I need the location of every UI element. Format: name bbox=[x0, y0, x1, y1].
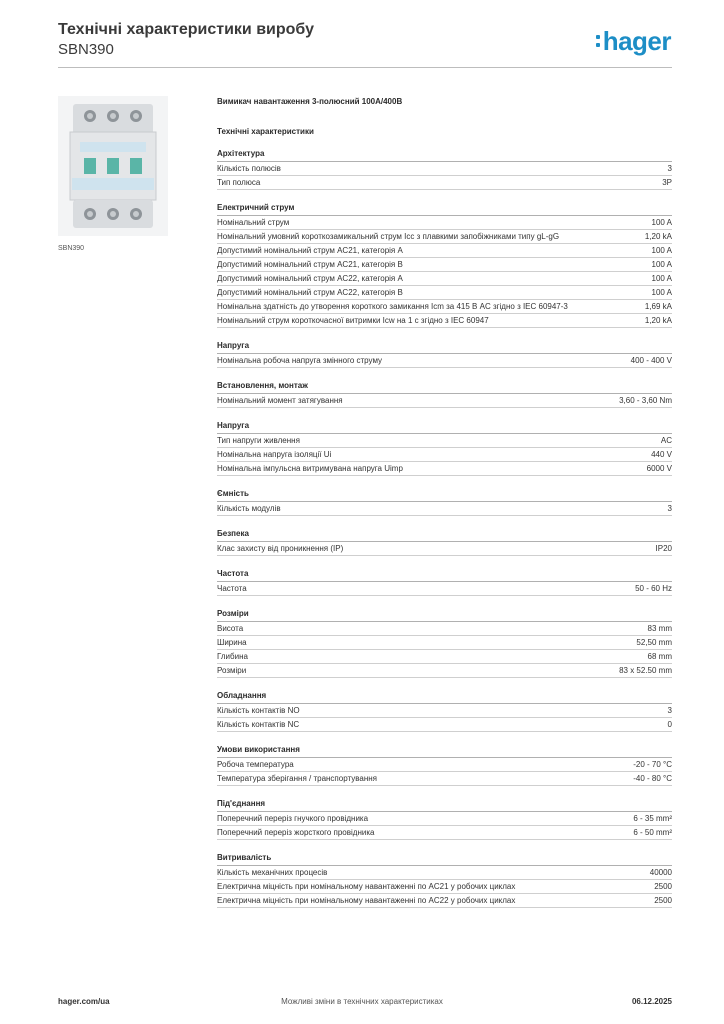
spec-label: Номінальна напруга ізоляції Ui bbox=[217, 450, 332, 459]
spec-value: 2500 bbox=[654, 882, 672, 891]
spec-label: Кількість контактів NO bbox=[217, 706, 300, 715]
spec-row bbox=[217, 230, 672, 244]
footer-date: 06.12.2025 bbox=[631, 997, 672, 1006]
switch-disconnector-icon bbox=[58, 96, 168, 236]
spec-row bbox=[217, 542, 672, 556]
spec-value: 100 A bbox=[651, 288, 672, 297]
spec-group-title: Електричний струм bbox=[217, 202, 672, 216]
spec-value: -20 - 70 °C bbox=[633, 760, 672, 769]
spec-group bbox=[217, 608, 672, 678]
spec-row bbox=[217, 622, 672, 636]
spec-row bbox=[217, 704, 672, 718]
spec-label: Тип напруги живлення bbox=[217, 436, 300, 445]
spec-group bbox=[217, 852, 672, 908]
spec-value: 6 - 35 mm² bbox=[633, 814, 672, 823]
spec-label: Допустимий номінальний струм AC22, категорія A bbox=[217, 274, 403, 283]
spec-value: IP20 bbox=[655, 544, 672, 553]
spec-label: Кількість полюсів bbox=[217, 164, 281, 173]
spec-group-title: Напруга bbox=[217, 340, 672, 354]
product-name: Вимикач навантаження 3-полюсний 100А/400В bbox=[217, 97, 403, 106]
spec-label: Розміри bbox=[217, 666, 247, 675]
spec-label: Номінальний момент затягування bbox=[217, 396, 343, 405]
spec-value: 3 bbox=[667, 164, 672, 173]
image-caption: SBN390 bbox=[58, 245, 85, 252]
spec-row bbox=[217, 258, 672, 272]
spec-label: Електрична міцність при номінальному навантаженні по AC21 у робочих циклах bbox=[217, 882, 516, 891]
spec-value: 2500 bbox=[654, 896, 672, 905]
spec-label: Кількість механічних процесів bbox=[217, 868, 328, 877]
spec-group bbox=[217, 148, 672, 190]
spec-value: 1,20 kA bbox=[644, 316, 672, 325]
spec-row bbox=[217, 636, 672, 650]
spec-value: 1,20 kA bbox=[644, 232, 672, 241]
spec-group-title: Розміри bbox=[217, 608, 672, 622]
spec-row bbox=[217, 354, 672, 368]
spec-row bbox=[217, 772, 672, 786]
spec-groups bbox=[217, 148, 672, 908]
spec-group-title: Обладнання bbox=[217, 690, 672, 704]
spec-value: 100 A bbox=[651, 274, 672, 283]
spec-row bbox=[217, 216, 672, 230]
spec-row bbox=[217, 758, 672, 772]
spec-label: Поперечний переріз жорсткого провідника bbox=[217, 828, 375, 837]
spec-row bbox=[217, 314, 672, 328]
spec-label: Номінальний струм bbox=[217, 218, 290, 227]
spec-group-title: Напруга bbox=[217, 420, 672, 434]
spec-group-title: Частота bbox=[217, 568, 672, 582]
spec-value: 3 bbox=[667, 706, 672, 715]
spec-value: 6000 V bbox=[646, 464, 672, 473]
spec-label: Глибина bbox=[217, 652, 248, 661]
spec-label: Клас захисту від проникнення (IP) bbox=[217, 544, 344, 553]
spec-row bbox=[217, 812, 672, 826]
spec-group-title: Під'єднання bbox=[217, 798, 672, 812]
logo-text: hager bbox=[602, 26, 671, 56]
spec-label: Номінальний струм короткочасної витримки Icw на 1 с згідно з IEC 60947 bbox=[217, 316, 489, 325]
spec-label: Температура зберігання / транспортування bbox=[217, 774, 378, 783]
spec-row bbox=[217, 880, 672, 894]
spec-row bbox=[217, 650, 672, 664]
spec-value: 3 bbox=[667, 504, 672, 513]
spec-group bbox=[217, 202, 672, 328]
spec-value: 3P bbox=[662, 178, 672, 187]
spec-group bbox=[217, 798, 672, 840]
spec-value: 100 A bbox=[651, 218, 672, 227]
spec-value: 6 - 50 mm² bbox=[633, 828, 672, 837]
spec-label: Частота bbox=[217, 584, 247, 593]
specs-heading: Технічні характеристики bbox=[217, 127, 314, 136]
spec-value: 50 - 60 Hz bbox=[635, 584, 672, 593]
spec-group bbox=[217, 420, 672, 476]
spec-row bbox=[217, 894, 672, 908]
spec-value: 400 - 400 V bbox=[630, 356, 672, 365]
spec-label: Номінальна імпульсна витримувана напруга Uimp bbox=[217, 464, 403, 473]
spec-row bbox=[217, 502, 672, 516]
spec-label: Електрична міцність при номінальному навантаженні по AC22 у робочих циклах bbox=[217, 896, 516, 905]
spec-value: 40000 bbox=[649, 868, 672, 877]
spec-label: Поперечний переріз гнучкого провідника bbox=[217, 814, 369, 823]
header-divider bbox=[58, 67, 672, 68]
spec-row bbox=[217, 826, 672, 840]
spec-label: Ширина bbox=[217, 638, 247, 647]
spec-value: 3,60 - 3,60 Nm bbox=[619, 396, 672, 405]
spec-label: Допустимий номінальний струм AC22, категорія B bbox=[217, 288, 403, 297]
spec-value: 83 x 52.50 mm bbox=[619, 666, 672, 675]
product-code: SBN390 bbox=[58, 41, 114, 58]
spec-value: AC bbox=[660, 436, 672, 445]
logo-colon-icon bbox=[596, 35, 601, 48]
spec-label: Допустимий номінальний струм AC21, категорія A bbox=[217, 246, 403, 255]
spec-label: Кількість контактів NC bbox=[217, 720, 300, 729]
spec-label: Номінальна здатність до утворення короткого замикання Icm за 415 В AC згідно з IEC 60947-3 bbox=[217, 302, 568, 311]
spec-group-title: Ємність bbox=[217, 488, 672, 502]
page-title: Технічні характеристики виробу bbox=[58, 21, 314, 38]
spec-row bbox=[217, 286, 672, 300]
spec-label: Номінальний умовний короткозамикальний струм Icc з плавкими запобіжниками типу gL-gG bbox=[217, 232, 560, 241]
spec-label: Висота bbox=[217, 624, 244, 633]
spec-value: 100 A bbox=[651, 260, 672, 269]
spec-label: Тип полюса bbox=[217, 178, 261, 187]
spec-value: 83 mm bbox=[647, 624, 672, 633]
spec-row bbox=[217, 434, 672, 448]
spec-group bbox=[217, 340, 672, 368]
spec-group-title: Встановлення, монтаж bbox=[217, 380, 672, 394]
spec-row bbox=[217, 866, 672, 880]
spec-value: 0 bbox=[667, 720, 672, 729]
footer-website-link[interactable]: hager.com/ua bbox=[58, 997, 110, 1006]
spec-row bbox=[217, 272, 672, 286]
spec-row bbox=[217, 582, 672, 596]
spec-row bbox=[217, 664, 672, 678]
spec-row bbox=[217, 162, 672, 176]
spec-row bbox=[217, 176, 672, 190]
spec-group bbox=[217, 488, 672, 516]
spec-group bbox=[217, 568, 672, 596]
product-image bbox=[58, 96, 168, 236]
footer-disclaimer: Можливі зміни в технічних характеристиках bbox=[281, 997, 443, 1006]
spec-row bbox=[217, 448, 672, 462]
spec-group bbox=[217, 690, 672, 732]
spec-group-title: Безпека bbox=[217, 528, 672, 542]
spec-value: 440 V bbox=[651, 450, 672, 459]
spec-group-title: Умови використання bbox=[217, 744, 672, 758]
specifications bbox=[217, 96, 672, 920]
spec-value: 1,69 kA bbox=[644, 302, 672, 311]
spec-row bbox=[217, 462, 672, 476]
spec-group bbox=[217, 744, 672, 786]
spec-value: 100 A bbox=[651, 246, 672, 255]
document-header bbox=[58, 20, 314, 59]
spec-label: Номінальна робоча напруга змінного струму bbox=[217, 356, 383, 365]
spec-row bbox=[217, 394, 672, 408]
spec-value: -40 - 80 °C bbox=[633, 774, 672, 783]
spec-label: Допустимий номінальний струм AC21, категорія B bbox=[217, 260, 403, 269]
spec-label: Робоча температура bbox=[217, 760, 294, 769]
spec-row bbox=[217, 244, 672, 258]
spec-group bbox=[217, 528, 672, 556]
spec-group-title: Архітектура bbox=[217, 148, 672, 162]
spec-value: 52,50 mm bbox=[636, 638, 672, 647]
spec-group bbox=[217, 380, 672, 408]
spec-group-title: Витривалість bbox=[217, 852, 672, 866]
spec-label: Кількість модулів bbox=[217, 504, 281, 513]
spec-row bbox=[217, 300, 672, 314]
spec-value: 68 mm bbox=[647, 652, 672, 661]
spec-row bbox=[217, 718, 672, 732]
hager-logo[interactable] bbox=[596, 28, 671, 54]
